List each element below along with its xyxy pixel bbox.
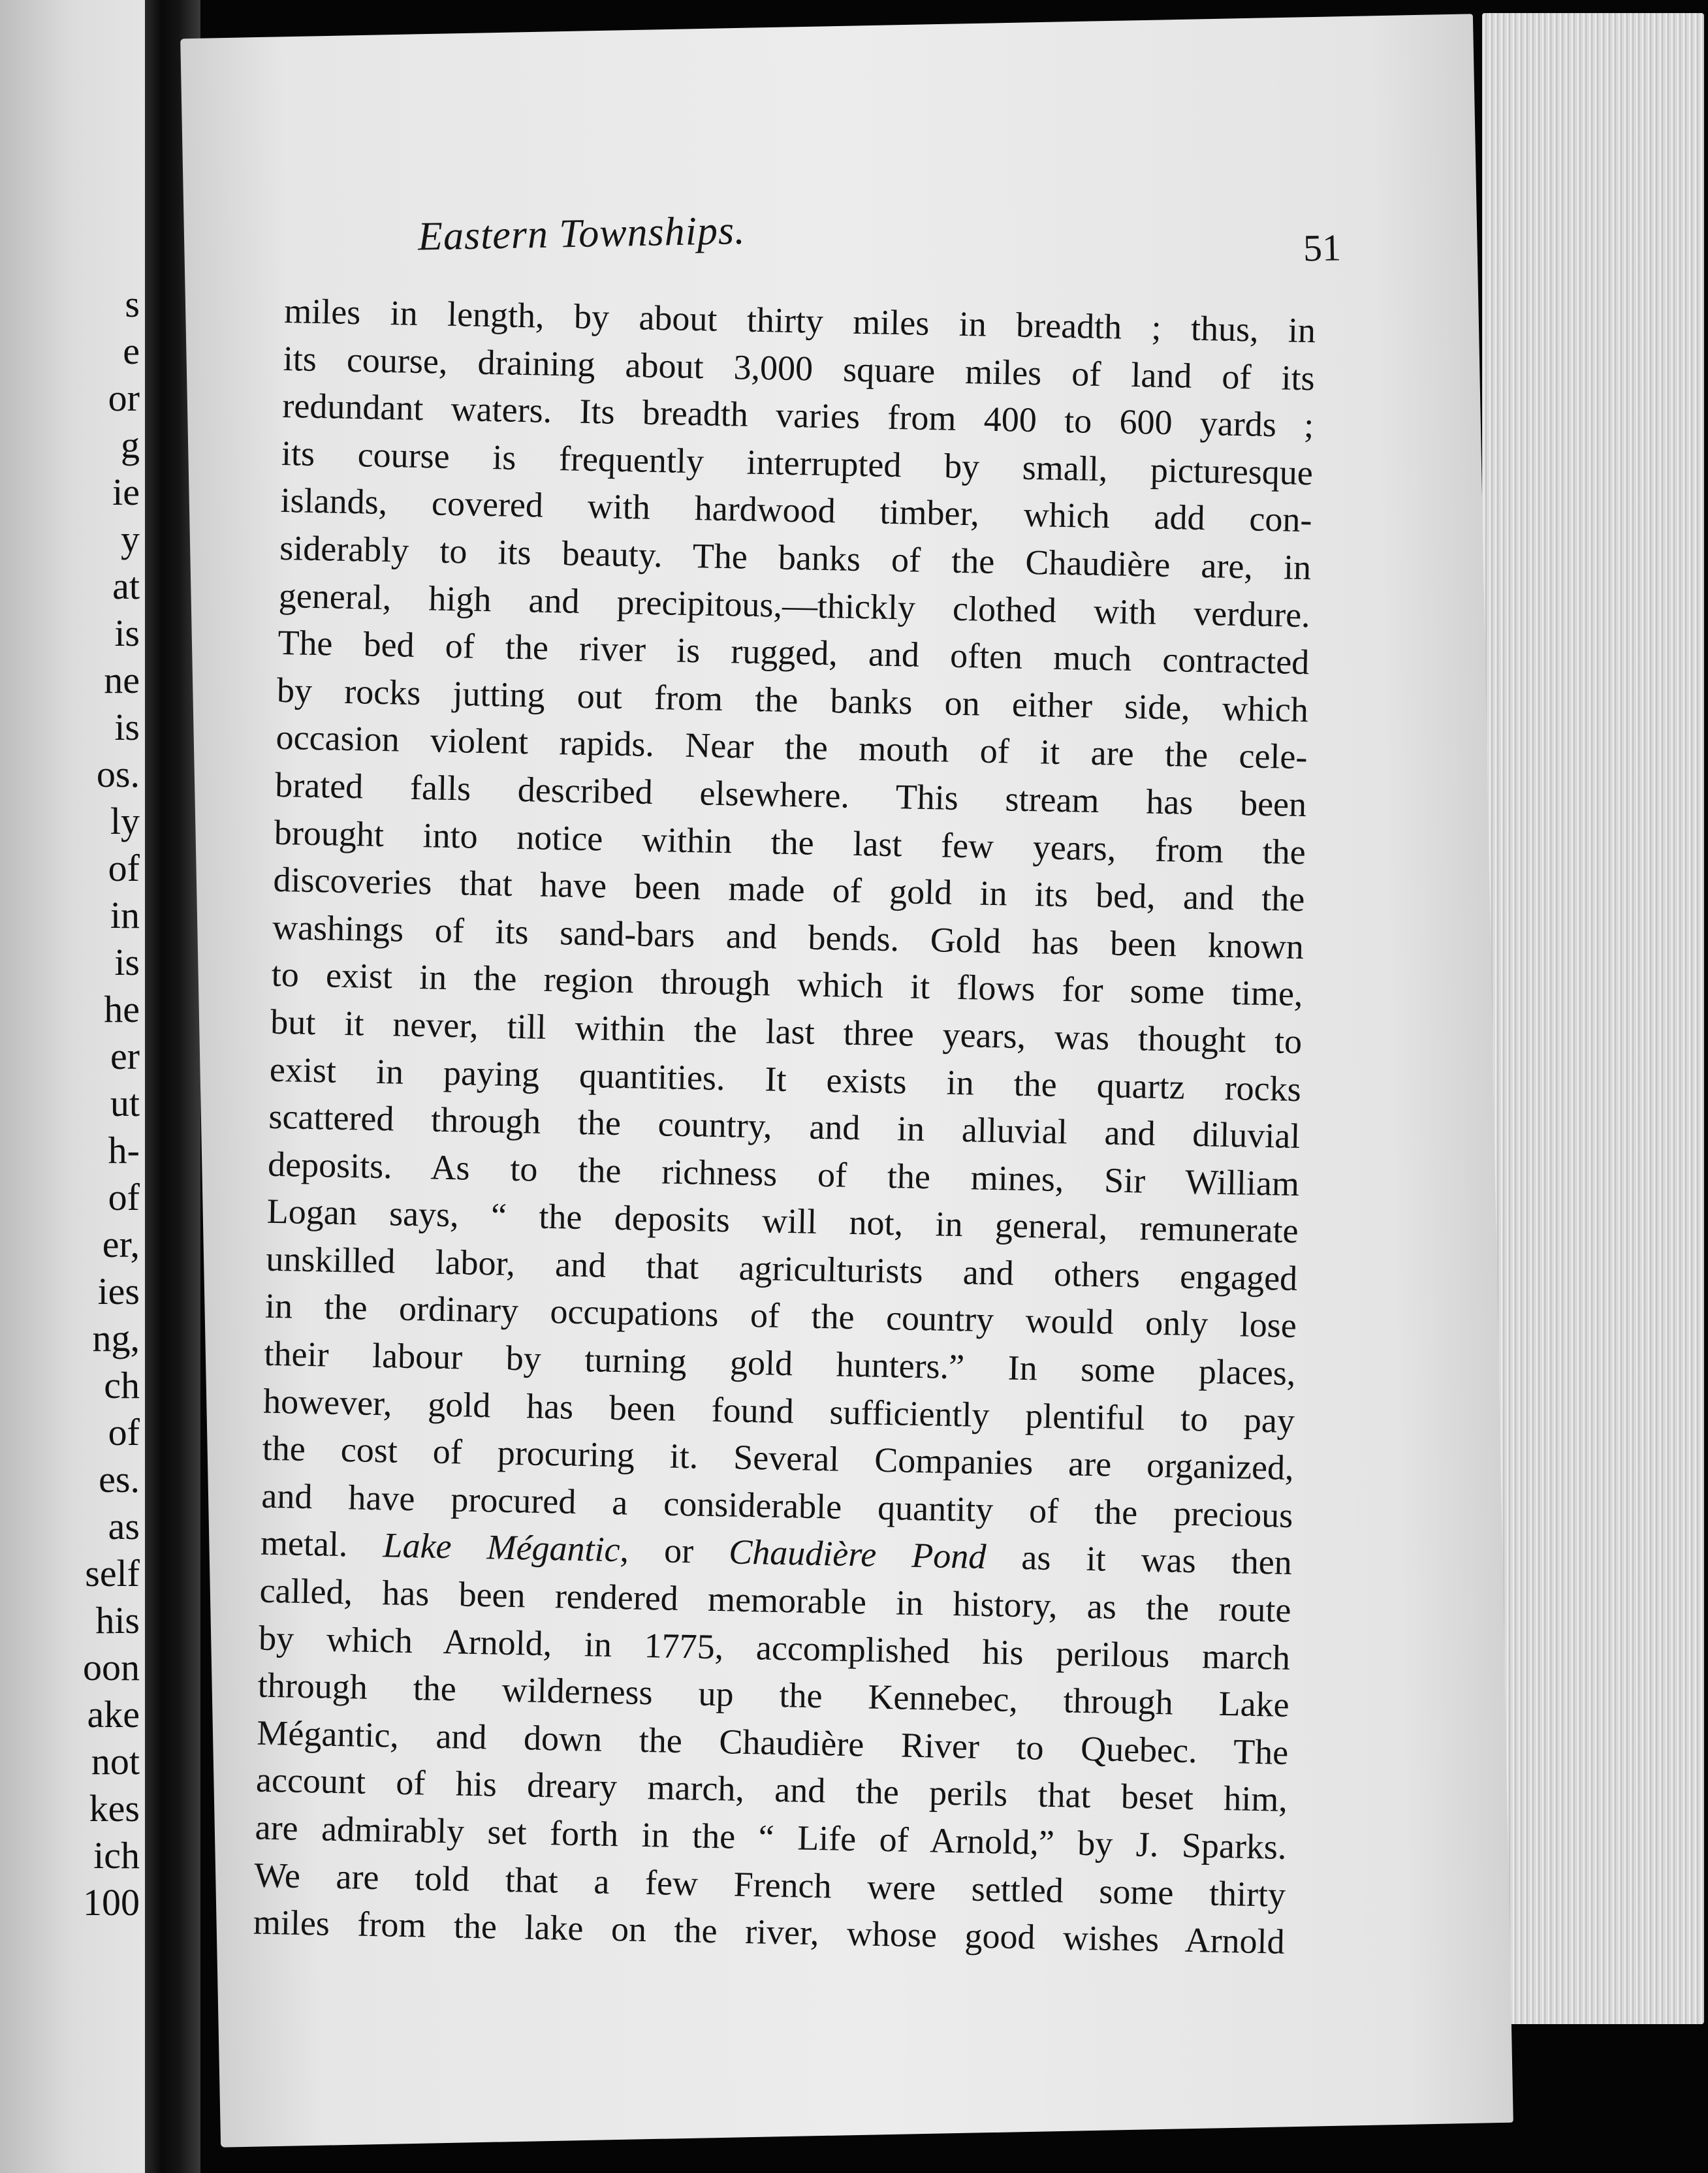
text-line: miles from the lake on the river, whose good wishes Arnold (253, 1902, 1286, 1962)
text-line: islands, covered with hardwood timber, which add con- (280, 481, 1313, 540)
left-page-fragment: not (91, 1740, 140, 1783)
text-line: Mégantic, and down the Chaudière River to Quebec. The (256, 1713, 1289, 1772)
text-line: but it never, till within the last three years, was thought to (270, 1002, 1303, 1062)
text-line: the cost of procuring it. Several Companies are organized, (262, 1428, 1295, 1488)
left-page-fragment: es. (99, 1458, 140, 1500)
left-page-edge-text (0, 0, 145, 1926)
left-page-fragment: is (114, 941, 140, 983)
text-span: metal. (260, 1523, 384, 1565)
italic-place-name: Chaudière Pond (728, 1532, 987, 1577)
left-page-fragment: oon (83, 1646, 140, 1689)
text-line: washings of its sand-bars and bends. Gold has been known (272, 907, 1305, 966)
left-page-fragment: in (110, 894, 140, 936)
text-line: We are told that a few French were settled some thirty (253, 1855, 1286, 1914)
text-line: by which Arnold, in 1775, accomplished his perilous march (258, 1618, 1291, 1677)
text-line: deposits. As to the richness of the mines, Sir William (267, 1144, 1300, 1203)
text-line: general, high and precipitous,—thickly clothed with verdure. (278, 575, 1311, 635)
text-line: are admirably set forth in the “ Life of Arnold,” by J. Sparks. (255, 1807, 1287, 1867)
text-line: and have procured a considerable quantity of the precious (261, 1476, 1293, 1535)
left-page-fragment: 100 (83, 1881, 140, 1924)
text-line: through the wilderness up the Kennebec, through Lake (257, 1665, 1290, 1725)
text-line: their labour by turning gold hunters.” In some places, (264, 1333, 1296, 1393)
text-line: occasion violent rapids. Near the mouth of it are the cele- (276, 718, 1308, 777)
left-page-fragment: e (123, 330, 140, 372)
left-page-fragment: of (108, 847, 140, 889)
left-page-fragment: ies (97, 1270, 140, 1312)
text-line: The bed of the river is rugged, and often much contracted (277, 623, 1310, 682)
left-page-fragment: y (121, 518, 140, 560)
text-line: redundant waters. Its breadth varies from 400 to 600 yards ; (281, 386, 1314, 445)
page-number: 51 (1303, 226, 1342, 270)
left-page-fragment: ie (112, 471, 140, 513)
left-page-fragment: at (112, 565, 140, 607)
left-page-fragment: os. (96, 753, 140, 795)
left-page-fragment: ch (104, 1364, 140, 1406)
text-span: as it was then (985, 1537, 1293, 1583)
text-line: its course is frequently interrupted by small, picturesque (281, 433, 1314, 493)
text-line: scattered through the country, and in alluvial and diluvial (268, 1096, 1301, 1156)
body-text (253, 287, 1316, 1966)
left-page-fragment: kes (89, 1787, 140, 1830)
left-page-fragment: er, (102, 1223, 140, 1265)
text-line: to exist in the region through which it flows for some time, (271, 955, 1304, 1014)
italic-place-name: Lake Mégantic (383, 1525, 621, 1570)
text-line: miles in length, by about thirty miles in breadth ; thus, in (283, 291, 1316, 351)
text-line: discoveries that have been made of gold in its bed, and the (273, 859, 1305, 919)
text-line: unskilled labor, and that agriculturists and others engaged (265, 1239, 1298, 1298)
left-page-fragment: s (125, 283, 140, 325)
text-line: account of his dreary march, and the perils that beset him, (255, 1760, 1288, 1820)
left-page-fragment: ly (110, 800, 140, 842)
left-page-fragment: of (108, 1176, 140, 1218)
left-page-fragment: ut (110, 1082, 140, 1124)
left-page-fragment: h- (108, 1129, 140, 1171)
page-stack-edge (1482, 13, 1704, 2024)
left-facing-page (0, 0, 145, 2173)
text-line: Logan says, “ the deposits will not, in general, remunerate (266, 1192, 1299, 1251)
left-page-fragment: ake (87, 1693, 140, 1736)
text-line: brought into notice within the last few years, from the (274, 812, 1306, 872)
text-line: exist in paying quantities. It exists in the quartz rocks (269, 1049, 1302, 1109)
left-page-fragment: is (114, 612, 140, 654)
text-line: siderably to its beauty. The banks of the Chaudière are, in (279, 528, 1312, 588)
left-page-fragment: ne (104, 659, 140, 701)
text-line: by rocks jutting out from the banks on either side, which (276, 670, 1309, 729)
left-page-fragment: he (104, 988, 140, 1030)
text-line: its course, draining about 3,000 square miles of land of its (283, 338, 1316, 398)
left-page-fragment: ng, (92, 1317, 140, 1359)
text-span: , or (620, 1530, 729, 1572)
running-head: Eastern Townships. (417, 208, 746, 259)
text-line: brated falls described elsewhere. This stream has been (274, 765, 1307, 825)
left-page-fragment: g (121, 424, 140, 466)
text-line: however, gold has been found sufficiently plentiful to pay (262, 1381, 1295, 1440)
left-page-fragment: is (114, 706, 140, 748)
text-line: in the ordinary occupations of the country would only lose (264, 1286, 1297, 1346)
left-page-fragment: or (108, 377, 140, 419)
left-page-fragment: of (108, 1411, 140, 1453)
left-page-fragment: ich (93, 1834, 140, 1877)
left-page-fragment: self (85, 1552, 140, 1594)
left-page-fragment: as (108, 1505, 140, 1547)
left-page-fragment: er (110, 1035, 140, 1077)
text-line: called, has been rendered memorable in history, as the route (259, 1570, 1291, 1630)
left-page-fragment: his (95, 1599, 140, 1642)
